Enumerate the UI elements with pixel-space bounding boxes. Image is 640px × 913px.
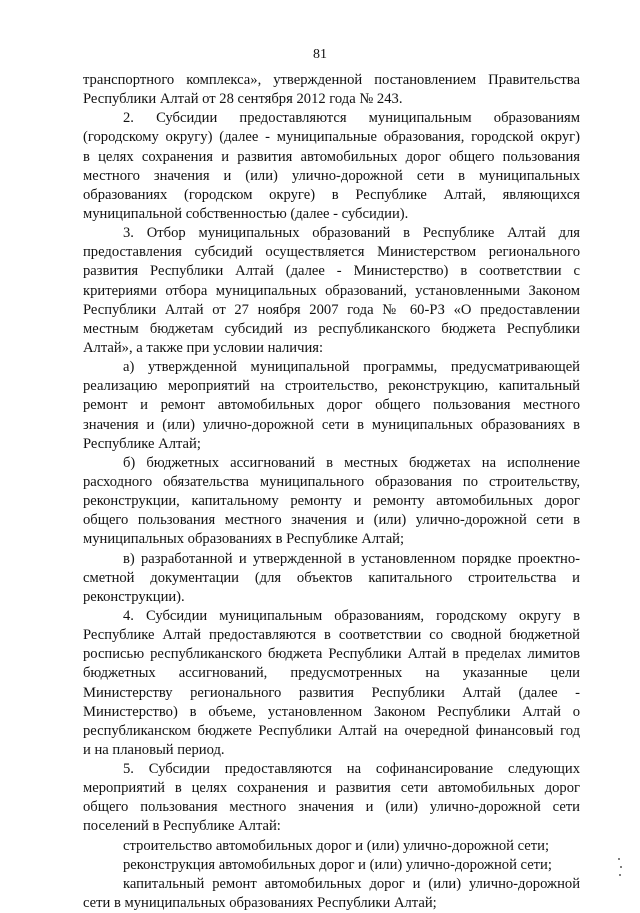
text-line: сети в муниципальных образованиях Республики Алтай; [83, 895, 437, 912]
text-line: расходного обязательства муниципального образования по строительству, [83, 473, 580, 490]
text-line: республиканском бюджете Республики Алтай на очередной финансовый год [83, 722, 580, 739]
text-line: реализацию мероприятий на строительство, реконструкцию, капитальный [83, 378, 580, 395]
text-line: Алтай», а также при условии наличия: [83, 339, 324, 356]
text-line: 4. Субсидии муниципальным образованиям, городскому округу в [123, 607, 580, 624]
text-line: строительство автомобильных дорог и (или) улично-дорожной сети; [123, 837, 550, 854]
text-line: в целях сохранения и развития автомобильных дорог общего пользования [83, 148, 580, 165]
text-line: муниципальных образованиях в Республике Алтай; [83, 531, 405, 548]
text-line: реконструкция автомобильных дорог и (или) улично-дорожной сети; [123, 856, 552, 873]
text-line: 3. Отбор муниципальных образований в Республике Алтай для [123, 225, 580, 242]
text-line: реконструкции). [83, 588, 185, 605]
text-line: мероприятий в целях сохранения и развития сети автомобильных дорог [83, 780, 580, 797]
text-line: и на плановый период. [83, 741, 225, 758]
text-line: развития Республики Алтай (далее - Министерство) в соответствии с [83, 263, 580, 280]
text-line: значения и (или) улично-дорожной сети в муниципальных образованиях в [83, 416, 580, 433]
text-line: общего пользования местного значения и (или) улично-дорожной сети в [83, 512, 580, 529]
text-line: Республики Алтай от 27 ноября 2007 года № 60-РЗ «О предоставлении [83, 301, 580, 318]
text-line: Республики Алтай от 28 сентября 2012 года № 243. [83, 91, 403, 108]
text-line: капитальный ремонт автомобильных дорог и (или) улично-дорожной [123, 875, 580, 892]
text-line: 2. Субсидии предоставляются муниципальным образованиям [123, 110, 580, 127]
page-number: 81 [313, 47, 327, 62]
scan-speck [620, 866, 622, 868]
text-line: бюджетных ассигнований, предусмотренных на указанные цели [83, 665, 580, 682]
text-line: а) утвержденной муниципальной программы, предусматривающей [123, 359, 580, 376]
text-line: Министерство) в объеме, установленном Законом Республики Алтай о [83, 703, 580, 720]
text-line: росписью республиканского бюджета Республики Алтай в пределах лимитов [83, 646, 580, 663]
text-line: предоставления субсидий осуществляется Министерством регионального [83, 244, 580, 261]
text-line: Министерству регионального развития Республики Алтай (далее - [83, 684, 580, 701]
text-line: муниципальной собственностью (далее - субсидии). [83, 205, 409, 222]
text-line: местным бюджетам субсидий из республиканского бюджета Республики [83, 320, 580, 337]
text-line: (городскому округу) (далее - муниципальные образования, городской округ) [83, 129, 580, 146]
text-line: Республике Алтай; [83, 435, 201, 452]
text-line: реконструкции, капитальному ремонту и ремонту автомобильных дорог [83, 493, 580, 510]
text-line: 5. Субсидии предоставляются на софинансирование следующих [123, 761, 580, 778]
text-line: Республике Алтай предоставляются в соответствии со сводной бюджетной [83, 627, 580, 644]
text-line: местного значения и (или) улично-дорожной сети в муниципальных [83, 167, 580, 184]
text-line: в) разработанной и утвержденной в установленном порядке проектно- [123, 550, 580, 567]
text-line: транспортного комплекса», утвержденной постановлением Правительства [83, 72, 580, 88]
document-body [83, 71, 580, 913]
scan-speck [619, 874, 621, 876]
text-line: ремонт и ремонт автомобильных дорог общего пользования местного [83, 397, 580, 414]
text-line: общего пользования местного значения и (или) улично-дорожной сети [83, 799, 580, 816]
text-line: поселений в Республике Алтай: [83, 818, 281, 835]
text-line: критериями отбора муниципальных образований, установленными Законом [83, 282, 580, 299]
text-line: сметной документации (для объектов капитального строительства и [83, 569, 580, 586]
scan-speck [618, 858, 620, 860]
text-line: б) бюджетных ассигнований в местных бюджетах на исполнение [123, 454, 580, 471]
text-line: образованиях (городском округе) в Республике Алтай, являющихся [83, 186, 580, 203]
